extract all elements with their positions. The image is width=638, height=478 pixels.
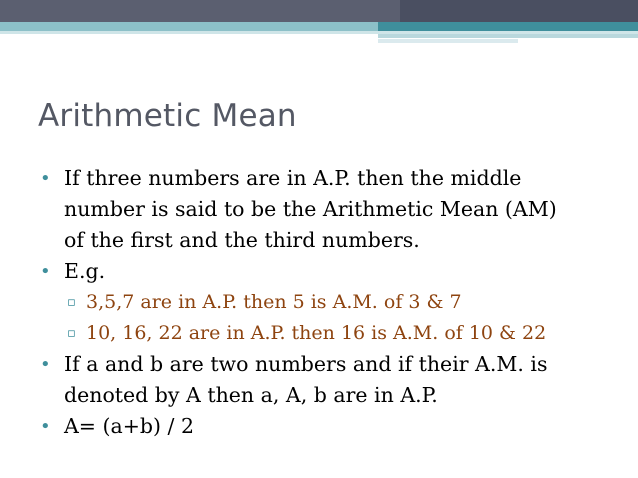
header-band-dark-highlight (0, 0, 400, 22)
bullet-definition (38, 163, 618, 256)
bullet-two-numbers (38, 349, 618, 411)
bullet-line: If a and b are two numbers and if their A.M. is (64, 352, 548, 376)
sub-bullet-text: 3,5,7 are in A.P. then 5 is A.M. of 3 & 7 (86, 291, 462, 313)
bullet-dot-icon: • (40, 416, 51, 437)
bullet-dot-icon: • (40, 168, 51, 189)
sub-bullet-square-icon: ▫ (67, 326, 76, 341)
sub-bullet-square-icon: ▫ (67, 295, 76, 310)
header-band-teal-highlight (0, 22, 378, 31)
bullet-line: A= (a+b) / 2 (64, 414, 194, 438)
sub-bullet-example-1 (38, 287, 618, 318)
bullet-line: If three numbers are in A.P. then the middle (64, 166, 522, 190)
bullet-dot-icon: • (40, 354, 51, 375)
bullet-example (38, 256, 618, 287)
sub-bullet-text: 10, 16, 22 are in A.P. then 16 is A.M. of 10 & 22 (86, 322, 547, 344)
sub-bullet-example-2 (38, 318, 618, 349)
bullet-line: of the first and the third numbers. (64, 228, 420, 252)
bullet-line: denoted by A then a, A, b are in A.P. (64, 383, 438, 407)
bullet-line: E.g. (64, 259, 106, 283)
bullet-line: number is said to be the Arithmetic Mean (AM) (64, 197, 557, 221)
bullet-formula (38, 411, 618, 442)
bullet-dot-icon: • (40, 261, 51, 282)
slide-title: Arithmetic Mean (38, 98, 297, 134)
slide-content (38, 163, 618, 442)
header-rule-3 (378, 39, 518, 43)
header-rule-2 (378, 34, 638, 38)
